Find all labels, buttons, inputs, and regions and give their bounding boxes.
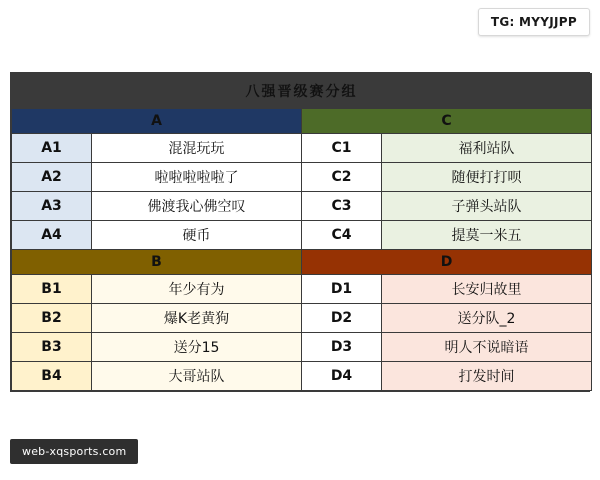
page-title: 八强晋级赛分组 [12, 74, 592, 109]
slot-key-a1: A1 [12, 134, 92, 163]
site-watermark: web-xqsports.com [10, 439, 138, 464]
slot-key-c3: C3 [302, 192, 382, 221]
slot-value-a3: 佛渡我心佛空叹 [92, 192, 302, 221]
slot-value-d3: 明人不说暗语 [382, 333, 592, 362]
slot-key-c2: C2 [302, 163, 382, 192]
slot-value-c2: 随便打打呗 [382, 163, 592, 192]
table-row [12, 134, 592, 163]
slot-value-b4: 大哥站队 [92, 362, 302, 391]
slot-value-c1: 福利站队 [382, 134, 592, 163]
slot-key-a3: A3 [12, 192, 92, 221]
group-header-b: B [12, 250, 302, 275]
table-row [12, 163, 592, 192]
group-header-row-bd [12, 250, 592, 275]
slot-key-a2: A2 [12, 163, 92, 192]
telegram-badge: TG: MYYJJPP [478, 8, 590, 36]
slot-key-d3: D3 [302, 333, 382, 362]
bracket-table-container [10, 72, 590, 392]
slot-key-b3: B3 [12, 333, 92, 362]
table-row [12, 192, 592, 221]
slot-value-b1: 年少有为 [92, 275, 302, 304]
table-row [12, 362, 592, 391]
table-row [12, 221, 592, 250]
slot-value-c3: 子弹头站队 [382, 192, 592, 221]
slot-key-b4: B4 [12, 362, 92, 391]
slot-value-a4: 硬币 [92, 221, 302, 250]
slot-key-d1: D1 [302, 275, 382, 304]
slot-key-b1: B1 [12, 275, 92, 304]
table-row [12, 333, 592, 362]
slot-value-a2: 啦啦啦啦啦了 [92, 163, 302, 192]
group-header-d: D [302, 250, 592, 275]
slot-value-d4: 打发时间 [382, 362, 592, 391]
slot-key-b2: B2 [12, 304, 92, 333]
bracket-table [11, 73, 592, 391]
slot-key-c4: C4 [302, 221, 382, 250]
slot-key-c1: C1 [302, 134, 382, 163]
group-header-c: C [302, 109, 592, 134]
slot-value-b2: 爆K老黄狗 [92, 304, 302, 333]
table-row [12, 275, 592, 304]
slot-key-d2: D2 [302, 304, 382, 333]
table-row [12, 304, 592, 333]
slot-value-d1: 长安归故里 [382, 275, 592, 304]
slot-value-a1: 混混玩玩 [92, 134, 302, 163]
table-title-row [12, 74, 592, 109]
slot-value-d2: 送分队_2 [382, 304, 592, 333]
slot-value-c4: 提莫一米五 [382, 221, 592, 250]
group-header-row-ac [12, 109, 592, 134]
group-header-a: A [12, 109, 302, 134]
slot-key-a4: A4 [12, 221, 92, 250]
slot-key-d4: D4 [302, 362, 382, 391]
slot-value-b3: 送分15 [92, 333, 302, 362]
